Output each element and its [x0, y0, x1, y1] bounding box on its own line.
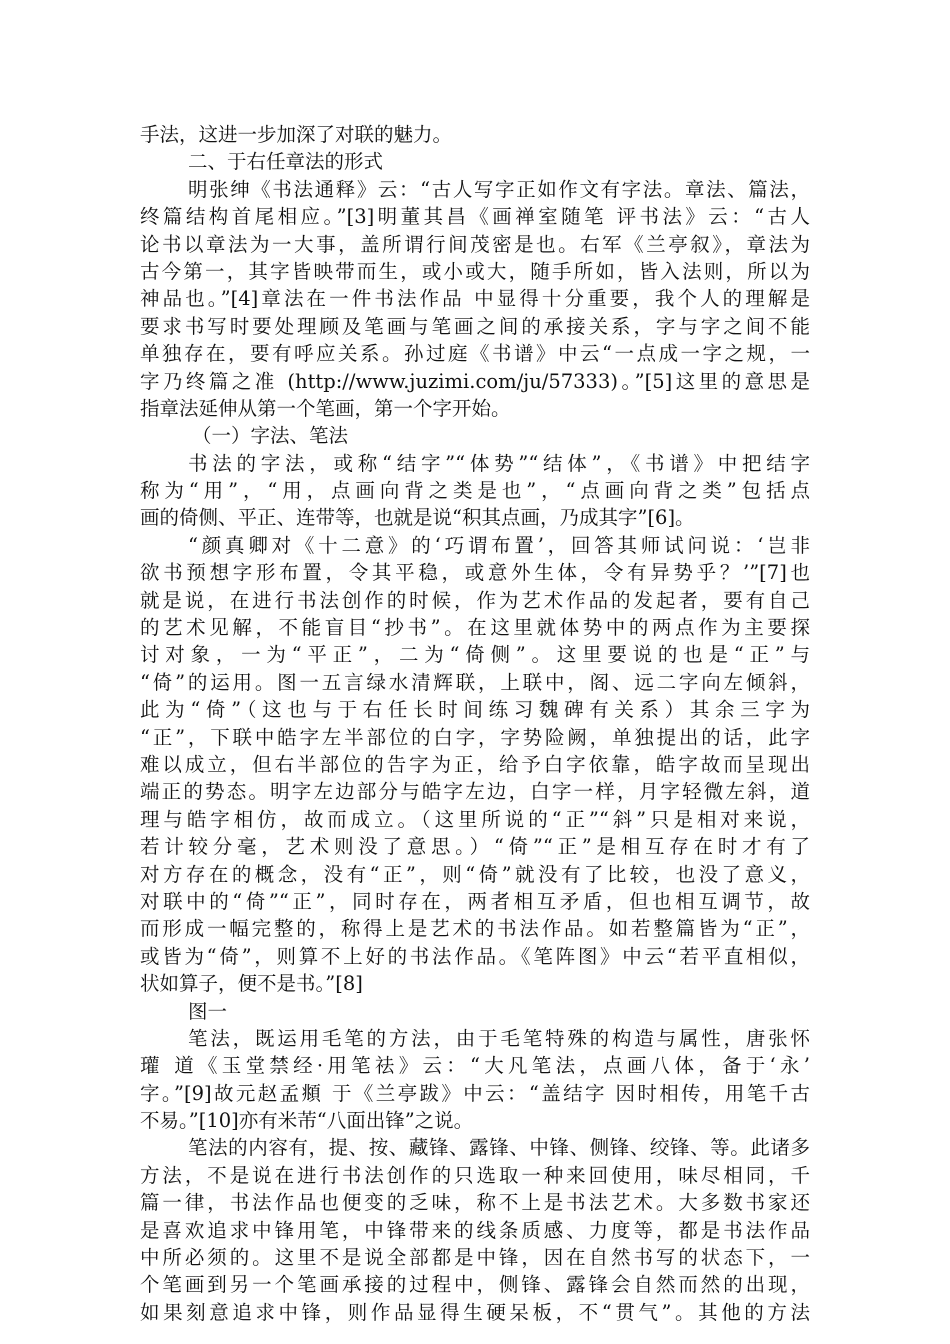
text-line: 二、于右任章法的形式 — [188, 150, 384, 174]
text-line: 笔法的内容有，提、按、藏锋、露锋、中锋、侧锋、绞锋、等。此诸多 — [188, 1136, 810, 1160]
text-line: 要求书写时要处理顾及笔画与笔画之间的承接关系，字与字之间不能 — [140, 314, 810, 338]
text-line: 称为“用”，“用，点画向背之类是也”，“点画向背之类”包括点 — [140, 479, 810, 503]
text-line: 欲书预想字形布置，令其平稳，或意外生体，令有异势乎？’”[7]也 — [140, 561, 810, 585]
text-line: 状如算子，便不是书。”[8] — [140, 972, 363, 996]
text-line: 理与皓字相仿，故而成立。（这里所说的“正”“斜”只是相对来说， — [140, 807, 810, 831]
text-line: 书法的字法，或称“结字”“体势”“结体”，《书谱》中把结字 — [188, 451, 810, 475]
text-line: 是喜欢追求中锋用笔，中锋带来的线条质感、力度等，都是书法作品 — [140, 1218, 810, 1242]
text-line: 不易。”[10]亦有米芾“八面出锋”之说。 — [140, 1109, 474, 1133]
text-line: 讨对象，一为“平正”，二为“倚侧”。这里要说的也是“正”与 — [140, 643, 810, 667]
text-line: 单独存在，要有呼应关系。孙过庭《书谱》中云“一点成一字之规，一 — [140, 342, 810, 366]
text-line: 的艺术见解，不能盲目“抄书”。在这里就体势中的两点作为主要探 — [140, 616, 810, 640]
text-line: （一）字法、笔法 — [192, 424, 349, 448]
text-line: 难以成立，但右半部位的告字为正，给予白字依靠，皓字故而呈现出 — [140, 752, 810, 776]
text-line: 图一 — [188, 999, 228, 1023]
text-line: 古今第一，其字皆映带而生，或小或大，随手所如，皆入法则，所以为 — [140, 259, 810, 283]
text-line: “倚”的运用。图一五言绿水清辉联，上联中，阁、远二字向左倾斜， — [140, 670, 810, 694]
text-line: 神品也。”[4]章法在一件书法作品 中显得十分重要，我个人的理解是 — [140, 287, 810, 311]
text-line: 明张绅《书法通释》云：“古人写字正如作文有字法。章法、篇法， — [188, 177, 810, 201]
text-line: 论书以章法为一大事，盖所谓行间茂密是也。右军《兰亭叙》，章法为 — [140, 232, 810, 256]
text-line: 如果刻意追求中锋，则作品显得生硬呆板，不“贯气”。其他的方法 — [140, 1300, 810, 1324]
text-line: 或皆为“倚”，则算不上好的书法作品。《笔阵图》中云“若平直相似， — [140, 944, 810, 968]
text-line: 画的倚侧、平正、连带等，也就是说“积其点画，乃成其字”[6]。 — [140, 506, 695, 530]
text-line: 篇一律，书法作品也便变的乏味，称不上是书法艺术。大多数书家还 — [140, 1191, 810, 1215]
text-line: 中所必须的。这里不是说全部都是中锋，因在自然书写的状态下，一 — [140, 1246, 810, 1270]
text-line: 就是说，在进行书法创作的时候，作为艺术作品的发起者，要有自己 — [140, 588, 810, 612]
text-line: 手法，这进一步加深了对联的魅力。 — [140, 123, 453, 146]
text-line: 个笔画到另一个笔画承接的过程中，侧锋、露锋会自然而然的出现， — [140, 1273, 810, 1297]
text-line: 字乃终篇之准 (http://www.juzimi.com/ju/57333)。”[5]这里的意思是 — [140, 369, 810, 393]
text-line: “颜真卿对《十二意》的‘巧谓布置’，回答其师试问说：‘岂非 — [188, 533, 810, 557]
text-line: 端正的势态。明字左边部分与皓字左边，白字一样，月字轻微左斜，道 — [140, 780, 810, 804]
text-line: 此为“倚”（这也与于右任长时间练习魏碑有关系）其余三字为 — [140, 698, 810, 722]
body-text — [140, 121, 810, 1326]
text-line: 对方存在的概念，没有“正”，则“倚”就没有了比较，也没了意义， — [140, 862, 810, 886]
text-line: 而形成一幅完整的，称得上是艺术的书法作品。如若整篇皆为“正”， — [140, 917, 810, 941]
text-line: 终篇结构首尾相应。”[3]明董其昌《画禅室随笔 评书法》云：“古人 — [140, 205, 810, 229]
text-line: 笔法，既运用毛笔的方法，由于毛笔特殊的构造与属性，唐张怀 — [188, 1026, 810, 1050]
text-line: 瓘 道《玉堂禁经·用笔祛》云：“大凡笔法，点画八体，备于‘永’ — [140, 1054, 810, 1078]
text-line: 方法，不是说在进行书法创作的只选取一种来回使用，味尽相同，千 — [140, 1163, 810, 1187]
text-line: 指章法延伸从第一个笔画，第一个字开始。 — [140, 396, 511, 420]
text-line: 字。”[9]故元赵孟頫 于《兰亭跋》中云：“盖结字 因时相传，用笔千古 — [140, 1081, 810, 1105]
text-line: 若计较分毫，艺术则没了意思。）“倚”“正”是相互存在时才有了 — [140, 835, 810, 859]
text-line: “正”，下联中皓字左半部位的白字，字势险阙，单独提出的话，此字 — [140, 725, 810, 749]
text-line: 对联中的“倚”“正”，同时存在，两者相互矛盾，但也相互调节，故 — [140, 889, 810, 913]
